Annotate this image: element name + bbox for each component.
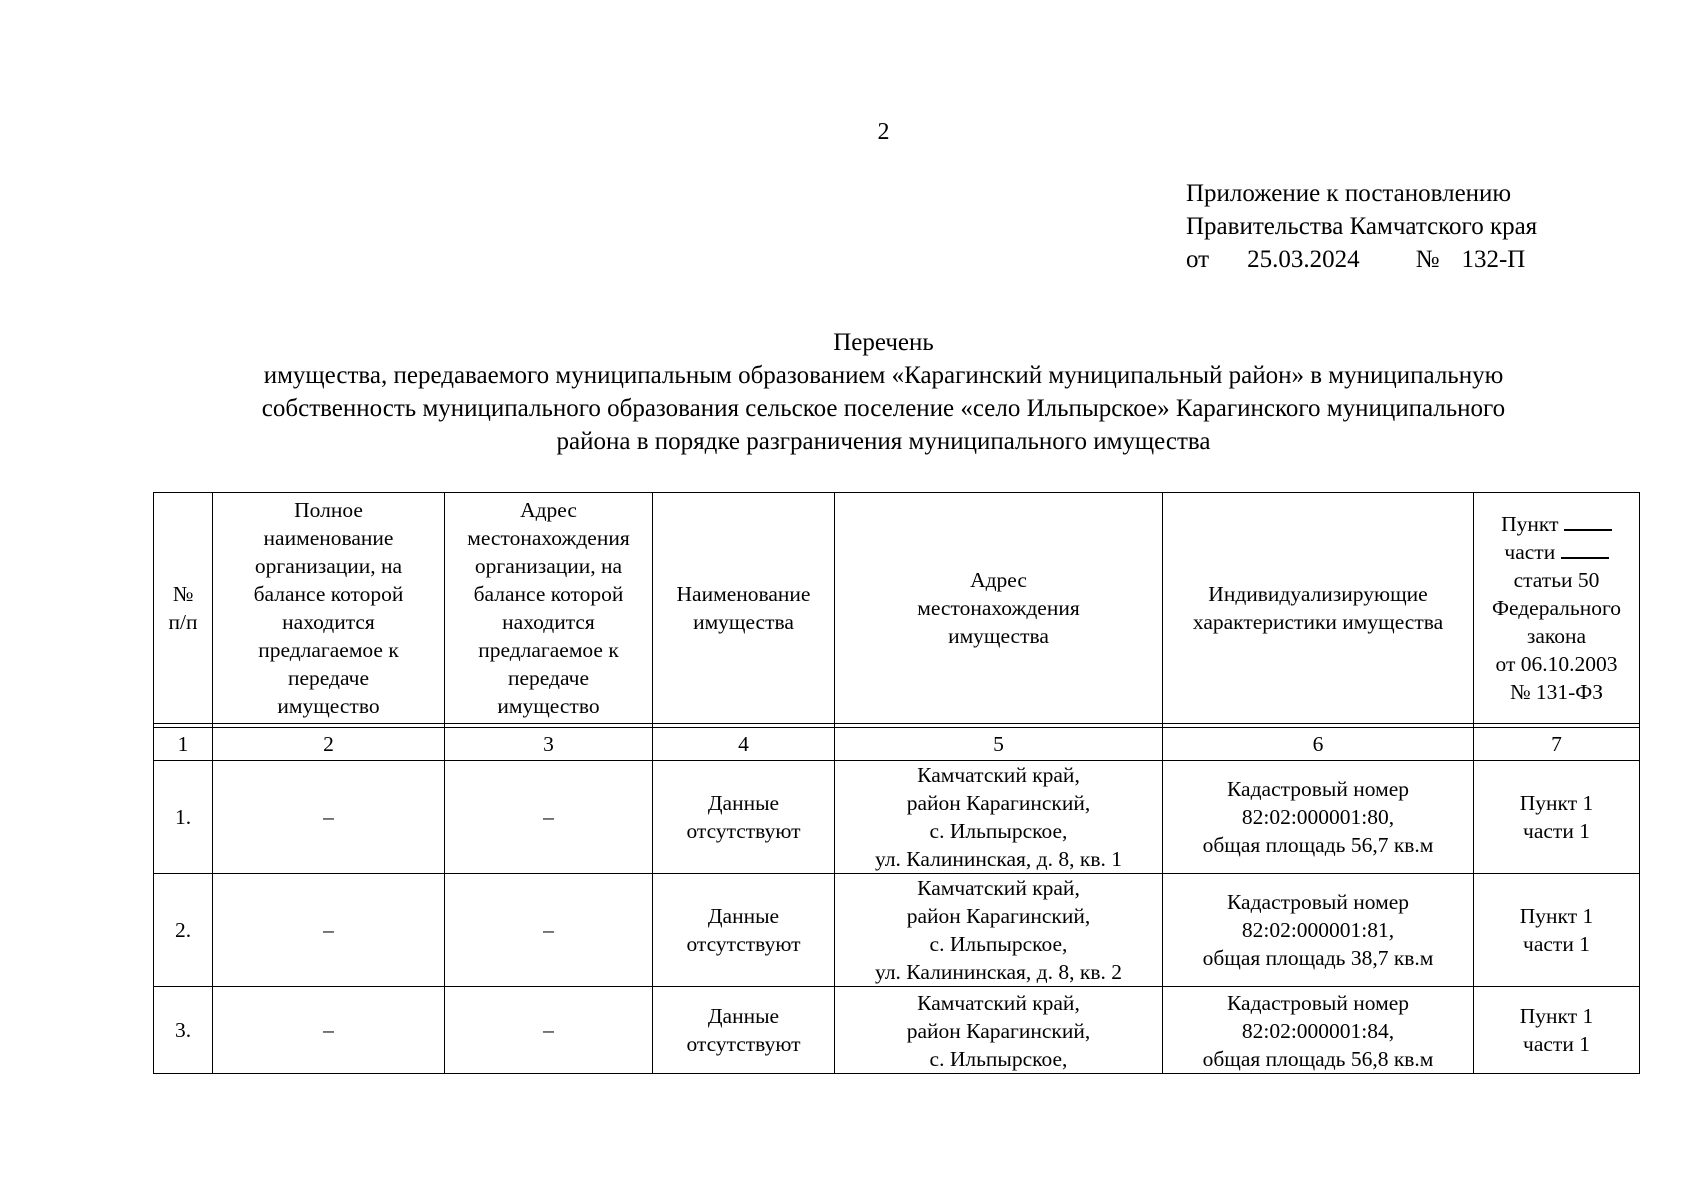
header-text: предлагаемое к: [258, 638, 399, 662]
cell-text: 82:02:000001:81,: [1241, 918, 1395, 942]
header-text: имущества: [948, 624, 1049, 648]
law-reference-cell: [1474, 761, 1640, 874]
header-text: местонахождения: [467, 526, 630, 550]
header-text: Федерального: [1491, 596, 1622, 620]
column-index: 4: [653, 728, 835, 761]
column-index: 5: [835, 728, 1163, 761]
header-text: наименование: [263, 526, 394, 550]
header-text: закона: [1526, 624, 1587, 648]
header-cell-org-name: [213, 493, 445, 724]
header-text: № 131-ФЗ: [1509, 680, 1604, 704]
appendix-number-sign: №: [1415, 246, 1440, 273]
appendix-date-line: [1186, 243, 1537, 276]
cell-text: общая площадь 56,7 кв.м: [1202, 833, 1434, 857]
property-name-cell: [653, 987, 835, 1074]
org-address-cell: –: [445, 987, 653, 1074]
row-number: 3.: [154, 987, 213, 1074]
cell-text: 82:02:000001:80,: [1241, 805, 1395, 829]
cell-text: отсутствуют: [686, 932, 801, 956]
header-text: имущество: [277, 694, 380, 718]
cell-text: 82:02:000001:84,: [1241, 1019, 1395, 1043]
header-text: Пункт: [1501, 512, 1559, 536]
appendix-number: 132-П: [1461, 246, 1526, 273]
property-address-cell: [835, 761, 1163, 874]
appendix-line-2: Правительства Камчатского края: [1186, 213, 1538, 240]
cell-text: Данные: [707, 1004, 780, 1028]
cell-text: ул. Калининская, д. 8, кв. 1: [875, 847, 1122, 871]
org-name-cell: –: [213, 761, 445, 874]
header-cell-property-name: [653, 493, 835, 724]
header-text: организации, на: [254, 554, 403, 578]
cell-text: с. Ильпырское,: [929, 819, 1068, 843]
document-title: [160, 326, 1607, 458]
cell-text: Данные: [707, 904, 780, 928]
header-text: находится: [282, 610, 375, 634]
title-line-3: района в порядке разграничения муниципального имущества: [556, 428, 1211, 455]
cell-text: район Карагинский,: [906, 904, 1091, 928]
header-text: местонахождения: [917, 596, 1080, 620]
row-number: 1.: [154, 761, 213, 874]
fill-in-blank: [1561, 539, 1609, 559]
org-name-cell: –: [213, 874, 445, 987]
header-text: передаче: [507, 666, 590, 690]
cell-text: отсутствуют: [686, 1032, 801, 1056]
appendix-line-1: Приложение к постановлению: [1186, 180, 1512, 207]
cell-text: общая площадь 56,8 кв.м: [1202, 1047, 1434, 1071]
property-name-cell: [653, 874, 835, 987]
header-text: Наименование: [676, 582, 811, 606]
header-text: балансе которой: [253, 582, 404, 606]
title-line-2: собственность муниципального образования сельское поселение «село Ильпырское» Карагинского муниципального: [261, 395, 1506, 422]
page-number: 2: [877, 119, 890, 145]
cell-text: район Карагинский,: [906, 1019, 1091, 1043]
cell-text: части 1: [1523, 932, 1590, 956]
table-row: [154, 987, 1640, 1074]
header-text: Индивидуализирующие: [1208, 582, 1428, 606]
cell-text: с. Ильпырское,: [929, 932, 1068, 956]
characteristics-cell: [1163, 874, 1474, 987]
characteristics-cell: [1163, 761, 1474, 874]
column-index: 7: [1474, 728, 1640, 761]
property-address-cell: [835, 987, 1163, 1074]
header-text-with-blank: [1478, 510, 1635, 538]
header-text-with-blank: [1478, 538, 1635, 566]
header-text: №: [172, 582, 194, 606]
header-text: статьи 50: [1513, 568, 1600, 592]
header-cell-org-address: [445, 493, 653, 724]
cell-text: Камчатский край,: [917, 991, 1080, 1015]
cell-text: Пункт 1: [1519, 1004, 1594, 1028]
characteristics-cell: [1163, 987, 1474, 1074]
org-address-cell: –: [445, 874, 653, 987]
header-text: организации, на: [474, 554, 623, 578]
header-text: характеристики имущества: [1192, 610, 1444, 634]
org-name-cell: –: [213, 987, 445, 1074]
header-text: Адрес: [970, 568, 1027, 592]
law-reference-cell: [1474, 987, 1640, 1074]
table-row: [154, 874, 1640, 987]
header-cell-law-reference: [1474, 493, 1640, 724]
header-text: передаче: [287, 666, 370, 690]
header-text: балансе которой: [473, 582, 624, 606]
header-cell-property-address: [835, 493, 1163, 724]
cell-text: с. Ильпырское,: [929, 1047, 1068, 1071]
header-text: части: [1504, 540, 1556, 564]
cell-text: ул. Калининская, д. 8, кв. 2: [875, 960, 1122, 984]
header-text: от 06.10.2003: [1495, 652, 1618, 676]
cell-text: Кадастровый номер: [1226, 777, 1409, 801]
law-reference-cell: [1474, 874, 1640, 987]
header-text: п/п: [168, 610, 198, 634]
property-address-cell: [835, 874, 1163, 987]
header-text: Полное: [294, 498, 363, 522]
appendix-from-label: от: [1186, 246, 1210, 273]
cell-text: Данные: [707, 791, 780, 815]
org-address-cell: –: [445, 761, 653, 874]
table-header-row: [154, 493, 1640, 724]
appendix-block: [1186, 177, 1537, 276]
property-table: [153, 492, 1640, 1074]
column-index: 2: [213, 728, 445, 761]
title-heading: Перечень: [833, 329, 934, 356]
cell-text: район Карагинский,: [906, 791, 1091, 815]
cell-text: отсутствуют: [686, 819, 801, 843]
header-cell-number: [154, 493, 213, 724]
column-index-row: [154, 728, 1640, 761]
header-text: находится: [502, 610, 595, 634]
header-text: имущество: [497, 694, 600, 718]
column-index: 3: [445, 728, 653, 761]
column-index: 6: [1163, 728, 1474, 761]
property-name-cell: [653, 761, 835, 874]
cell-text: части 1: [1523, 819, 1590, 843]
cell-text: Кадастровый номер: [1226, 890, 1409, 914]
appendix-date: 25.03.2024: [1247, 246, 1360, 273]
title-line-1: имущества, передаваемого муниципальным образованием «Карагинский муниципальный район» в муниципальную: [263, 362, 1504, 389]
header-text: имущества: [693, 610, 794, 634]
cell-text: Камчатский край,: [917, 763, 1080, 787]
row-number: 2.: [154, 874, 213, 987]
column-index: 1: [154, 728, 213, 761]
cell-text: части 1: [1523, 1032, 1590, 1056]
header-cell-characteristics: [1163, 493, 1474, 724]
fill-in-blank: [1564, 511, 1612, 531]
cell-text: Пункт 1: [1519, 904, 1594, 928]
cell-text: Пункт 1: [1519, 791, 1594, 815]
cell-text: общая площадь 38,7 кв.м: [1202, 946, 1434, 970]
cell-text: Кадастровый номер: [1226, 991, 1409, 1015]
cell-text: Камчатский край,: [917, 876, 1080, 900]
table-row: [154, 761, 1640, 874]
header-text: предлагаемое к: [478, 638, 619, 662]
header-text: Адрес: [520, 498, 577, 522]
